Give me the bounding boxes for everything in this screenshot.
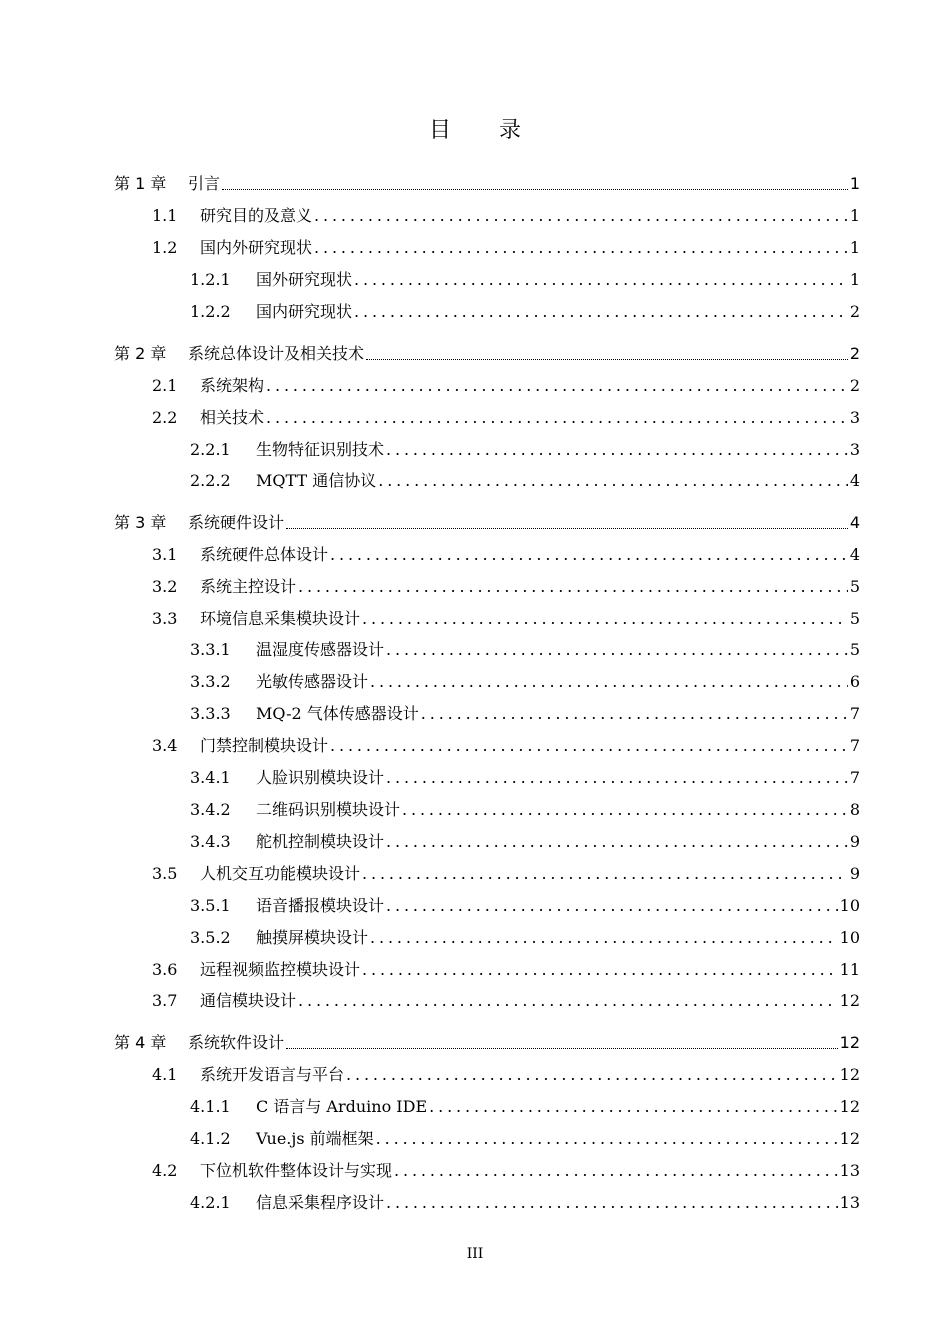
toc-entry-page: 12 — [839, 1065, 860, 1084]
toc-entry-title: 光敏传感器设计 — [256, 672, 369, 691]
toc-entry-page: 1 — [849, 238, 860, 257]
toc-entry-title: 国内外研究现状 — [200, 238, 313, 257]
toc-entry[interactable] — [152, 406, 860, 430]
toc-entry-page: 12 — [839, 991, 860, 1010]
toc-entry-number: 1.2.2 — [190, 302, 231, 321]
toc-entry-title: 下位机软件整体设计与实现 — [200, 1161, 393, 1180]
toc-entry-title: 研究目的及意义 — [200, 206, 313, 225]
toc-entry-title: 系统总体设计及相关技术 — [188, 344, 365, 363]
toc-leader-dots — [376, 1127, 838, 1151]
toc-entry-page: 1 — [849, 174, 860, 193]
toc-entry-title: 系统硬件总体设计 — [200, 545, 329, 564]
toc-entry[interactable] — [152, 374, 860, 398]
toc-entry[interactable] — [152, 204, 860, 228]
toc-entry-page: 5 — [849, 577, 860, 596]
toc-entry-page: 9 — [849, 864, 860, 883]
toc-entry[interactable] — [190, 300, 860, 324]
toc-entry[interactable] — [152, 989, 860, 1013]
toc-entry[interactable] — [190, 1191, 860, 1215]
toc-entry-page: 4 — [849, 513, 860, 532]
toc-entry-number: 4.1 — [152, 1065, 178, 1084]
toc-entry-title: 人脸识别模块设计 — [256, 768, 385, 787]
toc-leader-dots — [362, 958, 838, 982]
toc-entry[interactable] — [190, 830, 860, 854]
toc-entry-number: 4.2 — [152, 1161, 178, 1180]
toc-entry[interactable] — [114, 1031, 860, 1055]
toc-entry-page: 7 — [849, 768, 860, 787]
toc-entry-number: 4.2.1 — [190, 1193, 231, 1212]
toc-entry-number: 第 3 章 — [114, 513, 167, 532]
toc-leader-dots — [394, 1159, 838, 1183]
toc-entry-number: 第 1 章 — [114, 174, 167, 193]
toc-entry-page: 5 — [849, 640, 860, 659]
toc-entry-title: 环境信息采集模块设计 — [200, 609, 361, 628]
toc-entry[interactable] — [190, 638, 860, 662]
toc-entry-page: 13 — [839, 1193, 860, 1212]
toc-entry[interactable] — [152, 607, 860, 631]
toc-leader-dots — [314, 204, 848, 228]
toc-entry-number: 3.5.2 — [190, 928, 231, 947]
toc-entry-title: 人机交互功能模块设计 — [200, 864, 361, 883]
toc-entry-title: 门禁控制模块设计 — [200, 736, 329, 755]
toc-entry-number: 3.4.1 — [190, 768, 231, 787]
toc-entry[interactable] — [152, 543, 860, 567]
toc-entry-page: 5 — [849, 609, 860, 628]
toc-entry-number: 3.3 — [152, 609, 178, 628]
toc-leader-dots — [362, 607, 848, 631]
toc-leader-dots — [386, 830, 848, 854]
toc-entry-number: 1.2 — [152, 238, 178, 257]
toc-entry-page: 10 — [839, 928, 860, 947]
toc-leader-dots — [266, 406, 848, 430]
toc-entry[interactable] — [114, 172, 860, 196]
toc-entry-title: 引言 — [188, 174, 221, 193]
toc-entry-title: 国外研究现状 — [256, 270, 353, 289]
toc-leader-dots — [386, 766, 848, 790]
toc-entry-number: 4.1.1 — [190, 1097, 231, 1116]
toc-entry-number: 1.1 — [152, 206, 178, 225]
toc-leader-dots — [286, 1048, 838, 1049]
toc-entry[interactable] — [190, 1095, 860, 1119]
toc-entry[interactable] — [152, 575, 860, 599]
toc-entry-title: 系统架构 — [200, 376, 265, 395]
toc-entry-title: 系统软件设计 — [188, 1033, 285, 1052]
toc-entry-page: 11 — [839, 960, 860, 979]
toc-entry-page: 7 — [849, 704, 860, 723]
toc-leader-dots — [354, 300, 848, 324]
toc-entry-number: 3.7 — [152, 991, 178, 1010]
toc-entry-page: 10 — [839, 896, 860, 915]
toc-entry[interactable] — [152, 958, 860, 982]
toc-entry-page: 12 — [839, 1033, 860, 1052]
toc-entry[interactable] — [190, 798, 860, 822]
toc-entry-title: 相关技术 — [200, 408, 265, 427]
toc-entry-title: MQTT 通信协议 — [256, 471, 377, 490]
toc-entry-number: 3.1 — [152, 545, 178, 564]
toc-entry-number: 3.2 — [152, 577, 178, 596]
toc-entry-page: 2 — [849, 302, 860, 321]
toc-leader-dots — [370, 670, 848, 694]
toc-entry-page: 8 — [849, 800, 860, 819]
toc-entry-number: 3.5.1 — [190, 896, 231, 915]
toc-entry-number: 3.6 — [152, 960, 178, 979]
toc-entry-title: 舵机控制模块设计 — [256, 832, 385, 851]
toc-entry[interactable] — [114, 511, 860, 535]
toc-entry-number: 第 2 章 — [114, 344, 167, 363]
toc-entry-number: 3.4.2 — [190, 800, 231, 819]
toc-entry-page: 1 — [849, 270, 860, 289]
toc-entry[interactable] — [190, 469, 860, 493]
toc-entry-page: 4 — [849, 471, 860, 490]
toc-leader-dots — [330, 543, 848, 567]
toc-entry-title: Vue.js 前端框架 — [256, 1129, 374, 1148]
toc-entry[interactable] — [190, 894, 860, 918]
toc-entry[interactable] — [190, 1127, 860, 1151]
toc-leader-dots — [370, 926, 838, 950]
toc-entry[interactable] — [152, 1159, 860, 1183]
toc-entry-page: 13 — [839, 1161, 860, 1180]
toc-entry-title: MQ-2 气体传感器设计 — [256, 704, 419, 723]
toc-entry-number: 3.3.1 — [190, 640, 231, 659]
toc-entry-number: 3.3.3 — [190, 704, 231, 723]
toc-leader-dots — [386, 1191, 838, 1215]
toc-entry-title: C 语言与 Arduino IDE — [256, 1097, 428, 1116]
toc-entry-number: 2.2.2 — [190, 471, 231, 490]
toc-entry[interactable] — [190, 702, 860, 726]
toc-entry[interactable] — [114, 342, 860, 366]
toc-entry-title: 信息采集程序设计 — [256, 1193, 385, 1212]
toc-entry-page: 2 — [849, 376, 860, 395]
toc-leader-dots — [298, 989, 838, 1013]
toc-leader-dots — [314, 236, 848, 260]
toc-entry[interactable] — [190, 268, 860, 292]
toc-entry-number: 2.2.1 — [190, 440, 231, 459]
toc-entry-title: 通信模块设计 — [200, 991, 297, 1010]
toc-leader-dots — [386, 638, 848, 662]
toc-leader-dots — [362, 862, 848, 886]
toc-entry-page: 3 — [849, 440, 860, 459]
toc-entry-title: 生物特征识别技术 — [256, 440, 385, 459]
toc-entry-page: 12 — [839, 1129, 860, 1148]
toc-entry-page: 12 — [839, 1097, 860, 1116]
toc-leader-dots — [354, 268, 848, 292]
toc-entry-page: 2 — [849, 344, 860, 363]
toc-entry-number: 第 4 章 — [114, 1033, 167, 1052]
toc-leader-dots — [298, 575, 848, 599]
toc-leader-dots — [330, 734, 848, 758]
toc-entry-title: 系统硬件设计 — [188, 513, 285, 532]
toc-entry-title: 触摸屏模块设计 — [256, 928, 369, 947]
toc-entry-page: 4 — [849, 545, 860, 564]
toc-entry[interactable] — [190, 926, 860, 950]
toc-entry-title: 系统开发语言与平台 — [200, 1065, 345, 1084]
toc-entry-title: 远程视频监控模块设计 — [200, 960, 361, 979]
toc-leader-dots — [378, 469, 848, 493]
toc-leader-dots — [386, 438, 848, 462]
toc-entry[interactable] — [190, 438, 860, 462]
toc-entry-page: 1 — [849, 206, 860, 225]
toc-leader-dots — [386, 894, 838, 918]
page-number: III — [466, 1246, 484, 1262]
toc-entry[interactable] — [152, 862, 860, 886]
toc-leader-dots — [366, 359, 848, 360]
page-title: 目录 — [428, 118, 569, 143]
toc-entry[interactable] — [190, 670, 860, 694]
toc-entry[interactable] — [152, 734, 860, 758]
toc-entry-title: 国内研究现状 — [256, 302, 353, 321]
toc-leader-dots — [421, 702, 848, 726]
toc-entry-title: 系统主控设计 — [200, 577, 297, 596]
toc-leader-dots — [286, 528, 848, 529]
toc-entry-number: 3.4 — [152, 736, 178, 755]
toc-entry-number: 3.4.3 — [190, 832, 231, 851]
toc-entry-number: 4.1.2 — [190, 1129, 231, 1148]
toc-entry[interactable] — [152, 1063, 860, 1087]
toc-leader-dots — [266, 374, 848, 398]
toc-entry[interactable] — [152, 236, 860, 260]
toc-entry-title: 二维码识别模块设计 — [256, 800, 401, 819]
toc-entry-number: 2.1 — [152, 376, 178, 395]
toc-entry-number: 2.2 — [152, 408, 178, 427]
toc-entry-page: 6 — [849, 672, 860, 691]
toc-entry-number: 3.3.2 — [190, 672, 231, 691]
toc-entry-page: 7 — [849, 736, 860, 755]
toc-leader-dots — [346, 1063, 838, 1087]
toc-entry-number: 1.2.1 — [190, 270, 231, 289]
toc-entry-title: 温湿度传感器设计 — [256, 640, 385, 659]
toc-entry[interactable] — [190, 766, 860, 790]
toc-entry-number: 3.5 — [152, 864, 178, 883]
toc-entry-title: 语音播报模块设计 — [256, 896, 385, 915]
toc-leader-dots — [402, 798, 848, 822]
toc-entry-page: 9 — [849, 832, 860, 851]
toc-leader-dots — [429, 1095, 838, 1119]
toc-entry-page: 3 — [849, 408, 860, 427]
toc-leader-dots — [222, 189, 848, 190]
